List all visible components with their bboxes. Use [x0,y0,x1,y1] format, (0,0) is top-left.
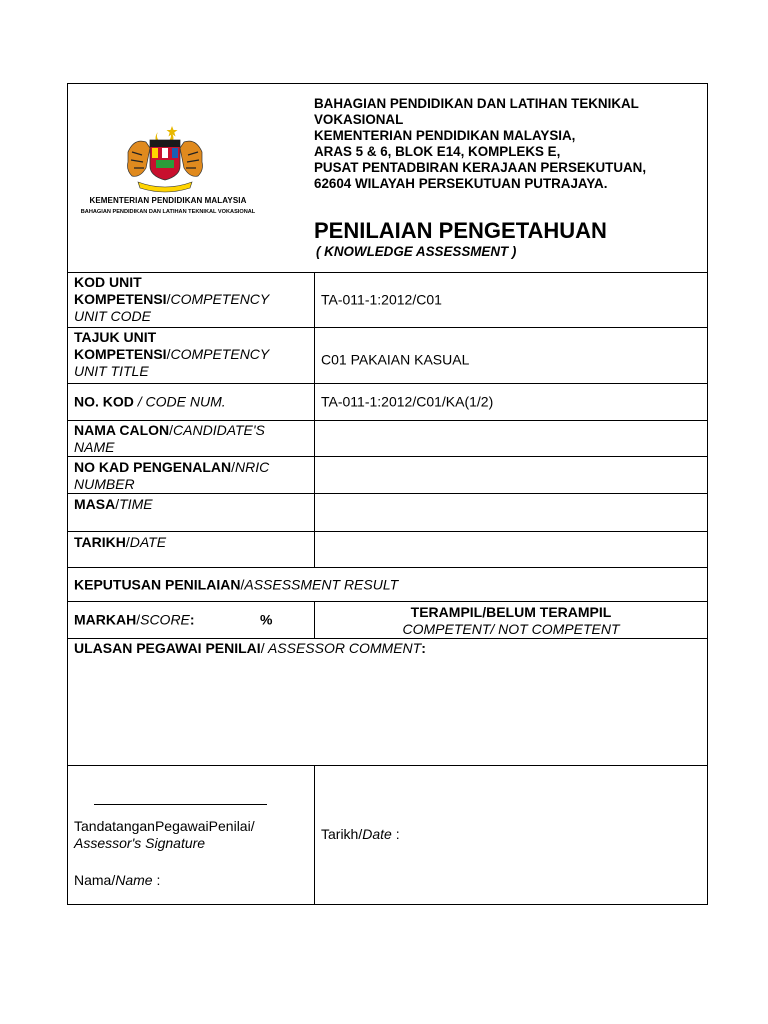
row-assessor-comment [68,639,707,766]
ministry-subtitle: BAHAGIAN PENDIDIKAN DAN LATIHAN TEKNIKAL VOKASIONAL [80,209,256,215]
row-time [68,494,707,532]
signature-date-cell[interactable]: Tarikh/Date : [321,826,400,842]
assessor-comment-area[interactable]: ULASAN PEGAWAI PENILAI/ ASSESSOR COMMENT: [74,640,426,656]
address-line: VOKASIONAL [314,112,404,127]
form-header [68,84,707,273]
row-signature [68,766,707,904]
assessor-signature-cell[interactable]: TandatanganPegawaiPenilai/ Assessor's Signature Nama/Name : [68,766,315,904]
row-date [68,532,707,568]
label-time: MASA/TIME [68,494,315,531]
page-subtitle: ( KNOWLEDGE ASSESSMENT ) [316,244,517,259]
label-score: MARKAH/SCORE: % [68,602,315,638]
address-line: 62604 WILAYAH PERSEKUTUAN PUTRAJAYA. [314,176,608,191]
ministry-name: KEMENTERIAN PENDIDIKAN MALAYSIA [89,196,247,205]
row-candidate-name [68,421,707,457]
nric-number-field[interactable] [315,457,707,493]
assessment-form [67,83,708,905]
row-score [68,602,707,639]
ministry-logo [68,84,315,272]
date-field[interactable] [315,532,707,567]
label-date: TARIKH/DATE [68,532,315,567]
value-competency-unit-code[interactable]: TA-011-1:2012/C01 [321,291,442,308]
malaysia-coat-of-arms-icon [120,122,210,194]
score-percent-sign: % [260,611,273,628]
address-line: BAHAGIAN PENDIDIKAN DAN LATIHAN TEKNIKAL [314,96,639,111]
competency-status[interactable]: TERAMPIL/BELUM TERAMPIL COMPETENT/ NOT COMPETENT [402,604,620,637]
row-nric-number [68,457,707,494]
row-assessment-result [68,568,707,602]
row-competency-unit-title [68,328,707,384]
label-competency-unit-title: TAJUK UNIT KOMPETENSI/COMPETENCY UNIT TITLE [68,328,315,383]
address-line: ARAS 5 & 6, BLOK E14, KOMPLEKS E, [314,144,561,159]
signature-line [94,804,267,805]
office-address [314,96,694,192]
value-competency-unit-title[interactable]: C01 PAKAIAN KASUAL [321,351,470,368]
label-nric-number: NO KAD PENGENALAN/NRIC NUMBER [68,457,315,493]
label-candidate-name: NAMA CALON/CANDIDATE'S NAME [68,421,315,456]
candidate-name-field[interactable] [315,421,707,456]
row-code-number [68,384,707,421]
page-title: PENILAIAN PENGETAHUAN [314,218,607,243]
time-field[interactable] [315,494,707,531]
row-competency-unit-code [68,273,707,328]
label-assessment-result: KEPUTUSAN PENILAIAN/ASSESSMENT RESULT [74,576,399,592]
label-competency-unit-code: KOD UNIT KOMPETENSI/COMPETENCY UNIT CODE [68,273,315,327]
label-code-number: NO. KOD / CODE NUM. [68,384,315,420]
address-line: KEMENTERIAN PENDIDIKAN MALAYSIA, [314,128,576,143]
value-code-number[interactable]: TA-011-1:2012/C01/KA(1/2) [321,393,494,410]
address-line: PUSAT PENTADBIRAN KERAJAAN PERSEKUTUAN, [314,160,647,175]
